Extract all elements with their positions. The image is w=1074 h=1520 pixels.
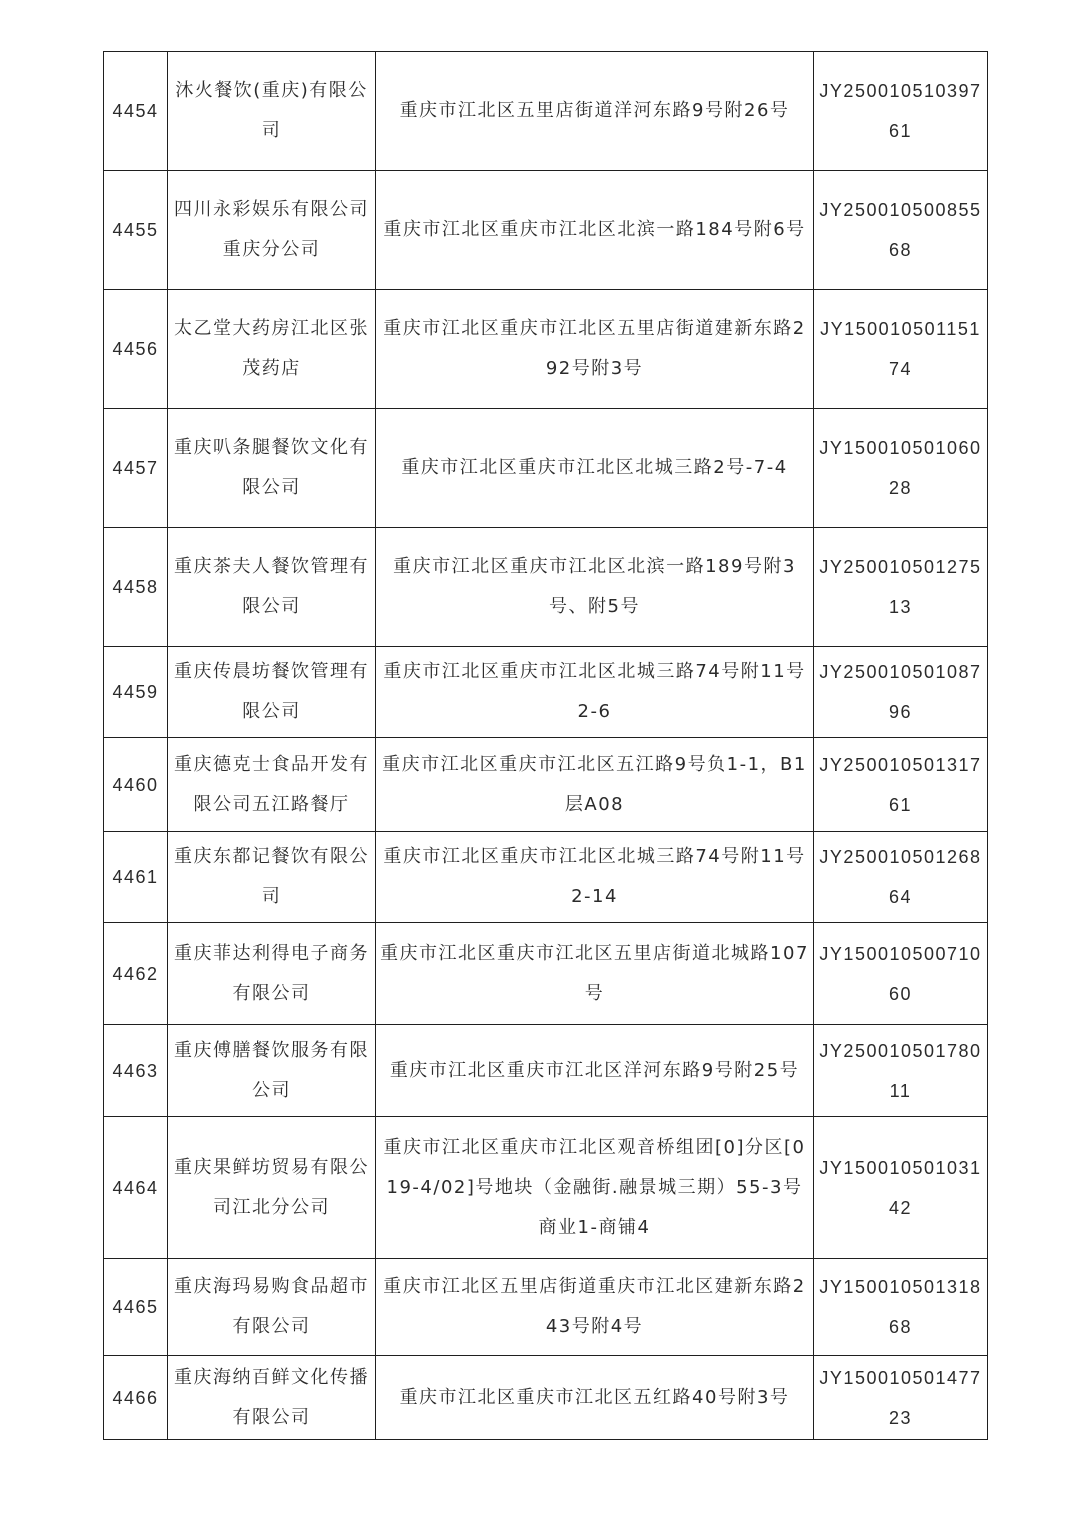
license-number-cell: JY15001050115174 [814, 290, 988, 409]
address-cell: 重庆市江北区重庆市江北区北城三路74号附11号2-14 [376, 832, 814, 923]
table-row [104, 290, 988, 409]
company-name-cell: 重庆海玛易购食品超市有限公司 [168, 1259, 376, 1356]
license-number-cell: JY15001050071060 [814, 923, 988, 1025]
table-row [104, 1356, 988, 1440]
address-cell: 重庆市江北区重庆市江北区洋河东路9号附25号 [376, 1025, 814, 1117]
table-row [104, 738, 988, 832]
address-cell: 重庆市江北区重庆市江北区北滨一路189号附3号、附5号 [376, 528, 814, 647]
address-cell: 重庆市江北区重庆市江北区五里店街道建新东路292号附3号 [376, 290, 814, 409]
company-name-cell: 重庆茶夫人餐饮管理有限公司 [168, 528, 376, 647]
address-cell: 重庆市江北区重庆市江北区北城三路2号-7-4 [376, 409, 814, 528]
company-name-cell: 重庆叭条腿餐饮文化有限公司 [168, 409, 376, 528]
row-number-cell: 4462 [104, 923, 168, 1025]
license-number-cell: JY15001050103142 [814, 1117, 988, 1259]
address-cell: 重庆市江北区重庆市江北区五里店街道北城路107号 [376, 923, 814, 1025]
table-row [104, 647, 988, 738]
table-row [104, 409, 988, 528]
row-number-cell: 4465 [104, 1259, 168, 1356]
row-number-cell: 4456 [104, 290, 168, 409]
table-row [104, 1117, 988, 1259]
address-cell: 重庆市江北区五里店街道洋河东路9号附26号 [376, 52, 814, 171]
row-number-cell: 4454 [104, 52, 168, 171]
license-number-cell: JY15001050147723 [814, 1356, 988, 1440]
address-cell: 重庆市江北区重庆市江北区北滨一路184号附6号 [376, 171, 814, 290]
company-name-cell: 重庆菲达利得电子商务有限公司 [168, 923, 376, 1025]
address-cell: 重庆市江北区五里店街道重庆市江北区建新东路243号附4号 [376, 1259, 814, 1356]
row-number-cell: 4466 [104, 1356, 168, 1440]
license-number-cell: JY25001050127513 [814, 528, 988, 647]
table-row [104, 1025, 988, 1117]
company-name-cell: 沐火餐饮(重庆)有限公司 [168, 52, 376, 171]
address-cell: 重庆市江北区重庆市江北区五江路9号负1-1，B1层A08 [376, 738, 814, 832]
company-name-cell: 太乙堂大药房江北区张茂药店 [168, 290, 376, 409]
license-number-cell: JY25001050131761 [814, 738, 988, 832]
license-number-cell: JY15001050106028 [814, 409, 988, 528]
company-name-cell: 四川永彩娱乐有限公司重庆分公司 [168, 171, 376, 290]
company-name-cell: 重庆果鲜坊贸易有限公司江北分公司 [168, 1117, 376, 1259]
row-number-cell: 4461 [104, 832, 168, 923]
row-number-cell: 4459 [104, 647, 168, 738]
license-number-cell: JY25001050085568 [814, 171, 988, 290]
license-number-cell: JY25001050178011 [814, 1025, 988, 1117]
license-number-cell: JY25001050108796 [814, 647, 988, 738]
company-name-cell: 重庆海纳百鲜文化传播有限公司 [168, 1356, 376, 1440]
license-number-cell: JY25001050126864 [814, 832, 988, 923]
address-cell: 重庆市江北区重庆市江北区观音桥组团[0]分区[019-4/02]号地块（金融街.融景城三期）55-3号商业1-商铺4 [376, 1117, 814, 1259]
table-row [104, 832, 988, 923]
table-row [104, 923, 988, 1025]
table-row [104, 528, 988, 647]
table-row [104, 171, 988, 290]
row-number-cell: 4457 [104, 409, 168, 528]
license-registry-table [103, 51, 988, 1440]
company-name-cell: 重庆传晨坊餐饮管理有限公司 [168, 647, 376, 738]
company-name-cell: 重庆德克士食品开发有限公司五江路餐厅 [168, 738, 376, 832]
license-number-cell: JY25001051039761 [814, 52, 988, 171]
license-number-cell: JY15001050131868 [814, 1259, 988, 1356]
row-number-cell: 4460 [104, 738, 168, 832]
row-number-cell: 4455 [104, 171, 168, 290]
address-cell: 重庆市江北区重庆市江北区北城三路74号附11号2-6 [376, 647, 814, 738]
row-number-cell: 4464 [104, 1117, 168, 1259]
row-number-cell: 4463 [104, 1025, 168, 1117]
address-cell: 重庆市江北区重庆市江北区五红路40号附3号 [376, 1356, 814, 1440]
company-name-cell: 重庆东都记餐饮有限公司 [168, 832, 376, 923]
row-number-cell: 4458 [104, 528, 168, 647]
table-row [104, 52, 988, 171]
company-name-cell: 重庆傅膳餐饮服务有限公司 [168, 1025, 376, 1117]
table-row [104, 1259, 988, 1356]
